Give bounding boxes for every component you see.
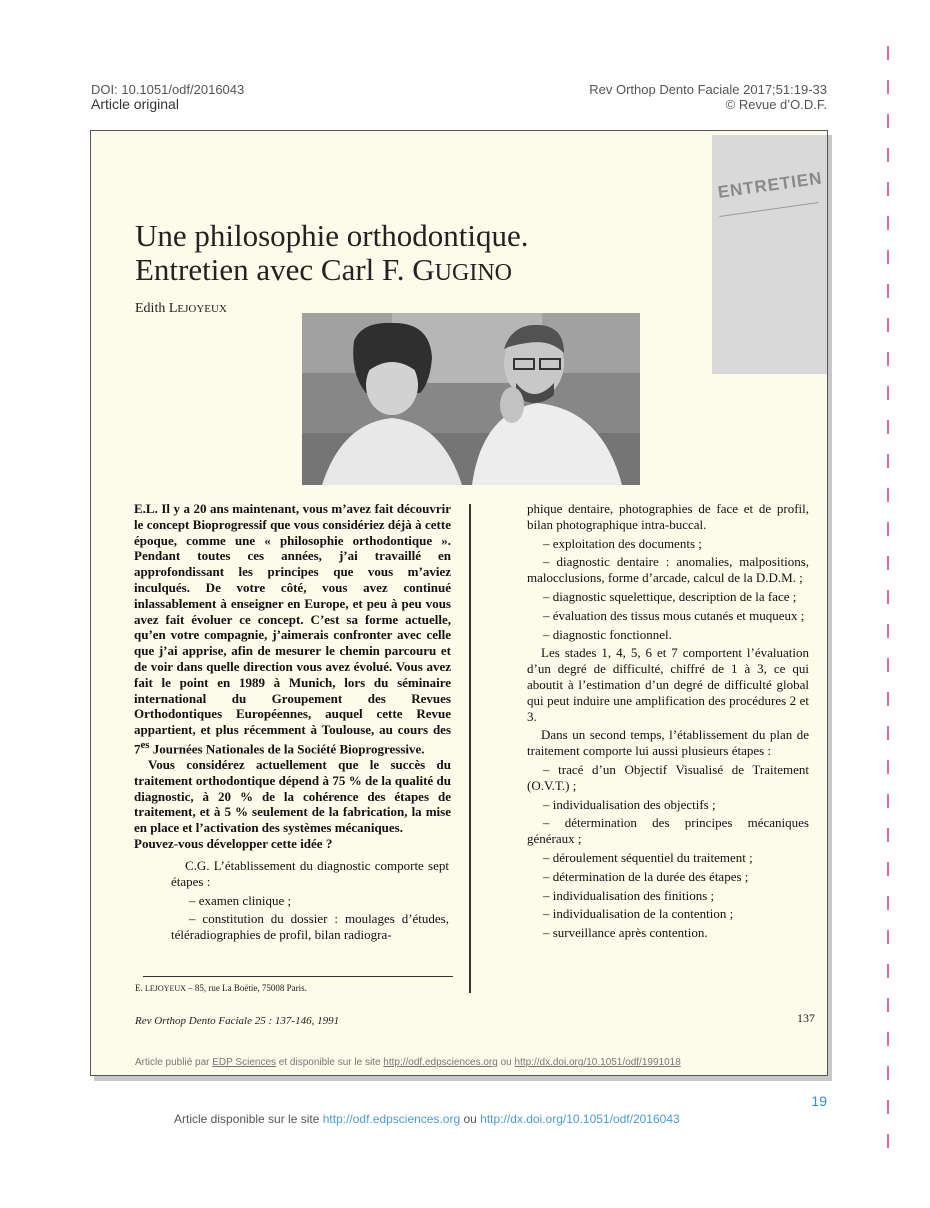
author-line bbox=[135, 301, 227, 317]
title-prefix: Entretien avec Carl F. bbox=[135, 252, 413, 287]
question-text-end: Journées Nationales de la Société Bioprogressive. bbox=[149, 741, 425, 757]
availability-line bbox=[174, 1112, 680, 1126]
footnote-prefix: E. bbox=[135, 983, 145, 993]
section-tag: ENTRETIEN bbox=[716, 168, 824, 202]
header-right bbox=[589, 82, 827, 112]
footnote-rule bbox=[143, 976, 453, 977]
site-url-link[interactable]: http://odf.edpsciences.org bbox=[322, 1112, 461, 1126]
answer-item: – examen clinique ; bbox=[189, 892, 292, 908]
interview-question-3: Pouvez-vous développer cette idée ? bbox=[134, 836, 333, 852]
title-line-1: Une philosophie orthodontique. bbox=[135, 218, 529, 253]
page-number: 19 bbox=[811, 1093, 827, 1109]
author-first: Edith bbox=[135, 301, 169, 316]
right-item: – évaluation des tissus mous cutanés et muqueux ; bbox=[543, 607, 805, 623]
interview-photo bbox=[302, 313, 640, 485]
right-item: – exploitation des documents ; bbox=[543, 535, 702, 551]
publisher-link[interactable]: EDP Sciences bbox=[212, 1057, 277, 1068]
journal-reference: Rev Orthop Dento Faciale 2017;51:19-33 bbox=[589, 82, 827, 97]
original-page-number: 137 bbox=[797, 1011, 815, 1025]
column-divider bbox=[469, 504, 471, 993]
right-paragraph: Les stades 1, 4, 5, 6 et 7 comportent l’évaluation d’un degré de difficulté, chiffré de 1 à 3, ce qui aboutit à l’estimation d’un degré de difficulté global qui peut induire une amplification des procédures 2 et 3. bbox=[527, 645, 809, 724]
right-item: – tracé d’un Objectif Visualisé de Traitement (O.V.T.) ; bbox=[527, 761, 809, 793]
publisher-mid: et disponible sur le site bbox=[276, 1057, 384, 1068]
title-surname: UGINO bbox=[434, 260, 512, 286]
original-reference: Rev Orthop Dento Faciale 25 : 137-146, 1991 bbox=[135, 1015, 340, 1027]
author-surname: EJOYEUX bbox=[177, 303, 227, 315]
publisher-prefix: Article publié par bbox=[135, 1057, 213, 1068]
footnote-name: LEJOYEUX bbox=[145, 984, 186, 993]
right-item: – individualisation des objectifs ; bbox=[543, 796, 716, 812]
answer-start bbox=[171, 858, 449, 946]
doi-label: DOI: 10.1051/odf/2016043 bbox=[91, 82, 245, 97]
interview-question bbox=[134, 501, 451, 757]
right-item: – détermination de la durée des étapes ; bbox=[543, 868, 749, 884]
publisher-or: ou bbox=[497, 1057, 515, 1068]
question-text: E.L. Il y a 20 ans maintenant, vous m’avez fait découvrir le concept Bioprogressif que vous considériez déjà à cette époque, comme une « philosophie orthodontique ». Pendant toutes ces années, j’ai travaillé en approfondissant les principes que vous m’aviez inculqués. De votre côté, vous avez continué inlassablement à enseigner en Europe, et peu à peu vous avez fait évoluer ce concept. C’est sa forme actuelle, qu’en votre compagnie, j’aimerais confronter avec celle que j’ai apprise, afin de mesurer le chemin parcouru et de voir dans quelle direction vous avez évolué. Vous avez fait le point en 1989 à Munich, lors du séminaire international du Groupement des Revues Orthodontiques Européennes, auquel cette Revue appartient, et plus récemment à Toulouse, au cours des 7 bbox=[134, 501, 451, 757]
right-item: – détermination des principes mécaniques généraux ; bbox=[527, 815, 809, 847]
right-item: – individualisation de la contention ; bbox=[543, 906, 734, 922]
site-link[interactable]: http://odf.edpsciences.org bbox=[383, 1057, 498, 1068]
copyright: © Revue d’O.D.F. bbox=[725, 97, 827, 112]
right-item: – diagnostic squelettique, description de la face ; bbox=[543, 588, 797, 604]
right-item: – diagnostic fonctionnel. bbox=[543, 626, 672, 642]
publisher-line bbox=[135, 1057, 681, 1068]
title-line-2 bbox=[135, 253, 695, 290]
margin-marks bbox=[887, 46, 891, 1162]
article-type: Article original bbox=[91, 96, 179, 112]
left-column bbox=[134, 501, 451, 852]
right-paragraph: phique dentaire, photographies de face et de profil, bilan photographique intra-buccal. bbox=[527, 501, 809, 532]
scanned-page bbox=[90, 130, 828, 1076]
interview-question-2: Vous considérez actuellement que le succès du traitement orthodontique dépend à 75 % de la qualité du diagnostic, à 20 % de la cohérence des étapes de traitement, et à 5 % seulement de la fabrication, la mise en place et l’activation des systèmes mécaniques. bbox=[134, 757, 451, 836]
availability-or: ou bbox=[460, 1112, 481, 1126]
question-superscript: es bbox=[140, 738, 150, 751]
right-item: – diagnostic dentaire : anomalies, malpositions, malocclusions, forme d’arcade, calcul de la D.D.M. ; bbox=[527, 554, 809, 586]
answer-item: – constitution du dossier : moulages d’études, téléradiographies de profil, bilan radiogra- bbox=[171, 911, 449, 943]
right-item: – surveillance après contention. bbox=[543, 925, 708, 941]
doi-url-link[interactable]: http://dx.doi.org/10.1051/odf/2016043 bbox=[480, 1112, 680, 1126]
header-left bbox=[91, 82, 244, 112]
author-initial: L bbox=[168, 301, 178, 316]
right-paragraph: Dans un second temps, l’établissement du plan de traitement comporte lui aussi plusieurs étapes : bbox=[527, 727, 809, 759]
footnote bbox=[135, 983, 307, 993]
availability-prefix: Article disponible sur le site bbox=[174, 1112, 323, 1126]
article-title bbox=[135, 219, 695, 290]
answer-paragraph: C.G. L’établissement du diagnostic comporte sept étapes : bbox=[171, 858, 449, 889]
right-item: – déroulement séquentiel du traitement ; bbox=[543, 849, 753, 865]
title-initial: G bbox=[412, 252, 435, 287]
footnote-address: – 85, rue La Boétie, 75008 Paris. bbox=[185, 983, 307, 993]
doi-link[interactable]: http://dx.doi.org/10.1051/odf/1991018 bbox=[514, 1057, 681, 1068]
right-item: – individualisation des finitions ; bbox=[543, 887, 715, 903]
right-column bbox=[527, 501, 809, 944]
